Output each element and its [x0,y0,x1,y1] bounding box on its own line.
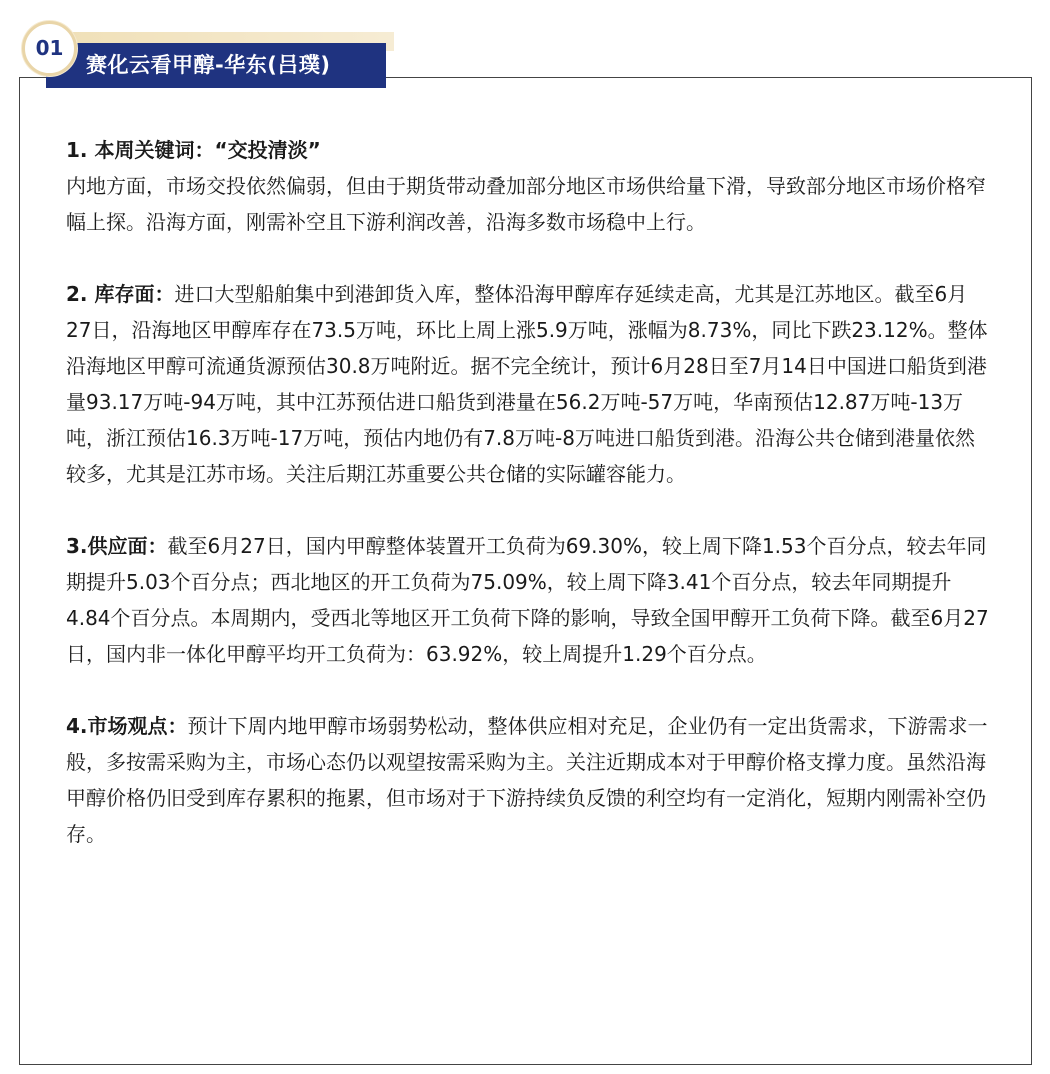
section-paragraph [66,708,991,852]
article-body [66,132,991,888]
section-paragraph [66,276,991,492]
section-inventory [66,276,991,492]
section-heading: 4.市场观点： [66,714,188,738]
section-market-view [66,708,991,852]
section-text: 进口大型船舶集中到港卸货入库，整体沿海甲醇库存延续走高，尤其是江苏地区。截至6月27日，沿海地区甲醇库存在73.5万吨，环比上周上涨5.9万吨，涨幅为8.73%，同比下跌23.12%。整体沿海地区甲醇可流通货源预估30.8万吨附近。据不完全统计，预计6月28日至7月14日中国进口船货到港量93.17万吨-94万吨，其中江苏预估进口船货到港量在56.2万吨-57万吨，华南预估12.87万吨-13万吨，浙江预估16.3万吨-17万吨，预估内地仍有7.8万吨-8万吨进口船货到港。沿海公共仓储到港量依然较多，尤其是江苏市场。关注后期江苏重要公共仓储的实际罐容能力。 [66,282,988,486]
section-number-badge: 01 [22,21,77,76]
section-text: 内地方面，市场交投依然偏弱，但由于期货带动叠加部分地区市场供给量下滑，导致部分地区市场价格窄幅上探。沿海方面，刚需补空且下游利润改善，沿海多数市场稳中上行。 [66,174,986,234]
section-text: 预计下周内地甲醇市场弱势松动，整体供应相对充足，企业仍有一定出货需求，下游需求一般，多按需采购为主，市场心态仍以观望按需采购为主。关注近期成本对于甲醇价格支撑力度。虽然沿海甲醇价格仍旧受到库存累积的拖累，但市场对于下游持续负反馈的利空均有一定消化，短期内刚需补空仍存。 [66,714,988,846]
page-title: 赛化云看甲醇-华东(吕璞) [86,53,331,77]
section-keywords [66,132,991,240]
section-supply [66,528,991,672]
section-text: 截至6月27日，国内甲醇整体装置开工负荷为69.30%，较上周下降1.53个百分点，较去年同期提升5.03个百分点；西北地区的开工负荷为75.09%，较上周下降3.41个百分点，较去年同期提升4.84个百分点。本周期内，受西北等地区开工负荷下降的影响，导致全国甲醇开工负荷下降。截至6月27日，国内非一体化甲醇平均开工负荷为：63.92%，较上周提升1.29个百分点。 [66,534,989,666]
section-heading: 1. 本周关键词：“交投清淡” [66,138,321,162]
section-heading: 2. 库存面： [66,282,175,306]
section-paragraph [66,528,991,672]
section-heading: 3.供应面： [66,534,168,558]
